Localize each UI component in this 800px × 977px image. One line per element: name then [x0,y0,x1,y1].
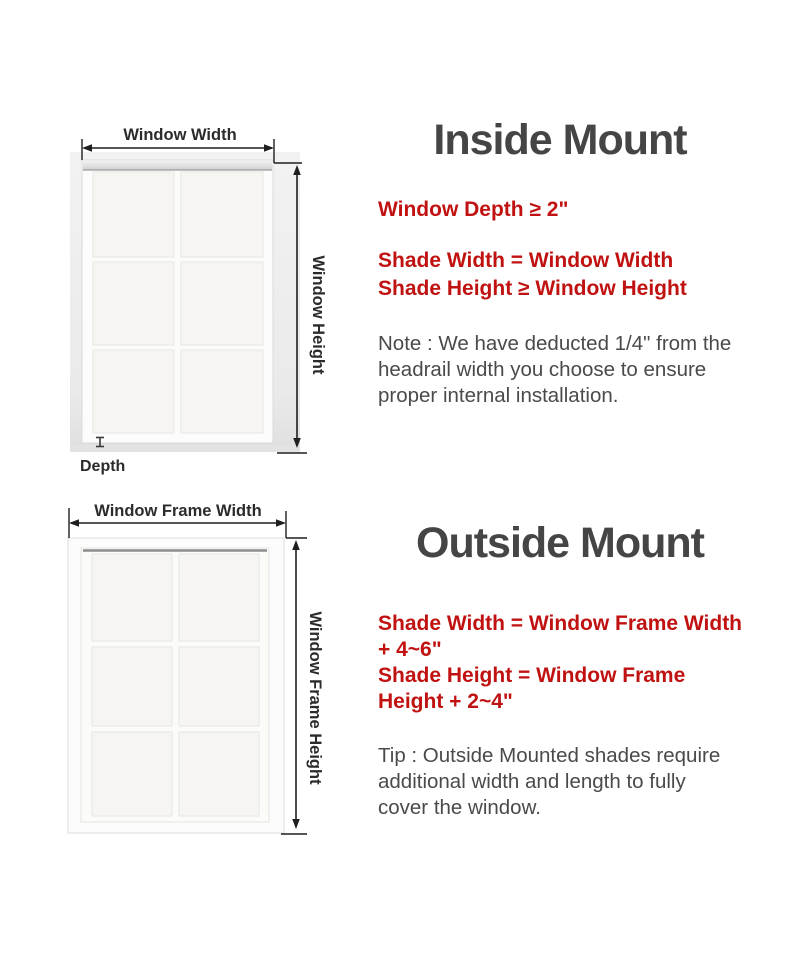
window-recess-wall [70,152,300,452]
window-height-label: Window Height [309,255,327,375]
outside-mount-title: Outside Mount [416,519,704,567]
window-panes [93,172,263,433]
window-depth-rule: Window Depth ≥ 2" [378,198,569,221]
window-frame [68,538,284,833]
window-frame-height-arrow [281,538,307,834]
depth-label: Depth [80,458,126,475]
inside-mount-window-diagram [55,115,335,485]
outside-mount-tip: Tip : Outside Mounted shades require additional width and length to fully cover the window. [378,744,721,819]
inside-mount-formulas: Shade Width = Window Width Shade Height ≥ Window Height [378,249,687,300]
shade-headrail [83,161,272,170]
outside-mount-window-diagram [55,490,335,855]
outside-mount-formulas: Shade Width = Window Frame Width + 4~6" Shade Height = Window Frame Height + 2~4" [378,612,743,713]
inside-mount-title: Inside Mount [433,116,687,164]
inside-mount-note: Note : We have deducted 1/4" from the headrail width you choose to ensure proper internal installation. [378,332,732,407]
window-frame-height-label: Window Frame Height [306,611,324,785]
window-frame-width-label: Window Frame Width [94,502,262,520]
window-width-label: Window Width [123,126,237,144]
